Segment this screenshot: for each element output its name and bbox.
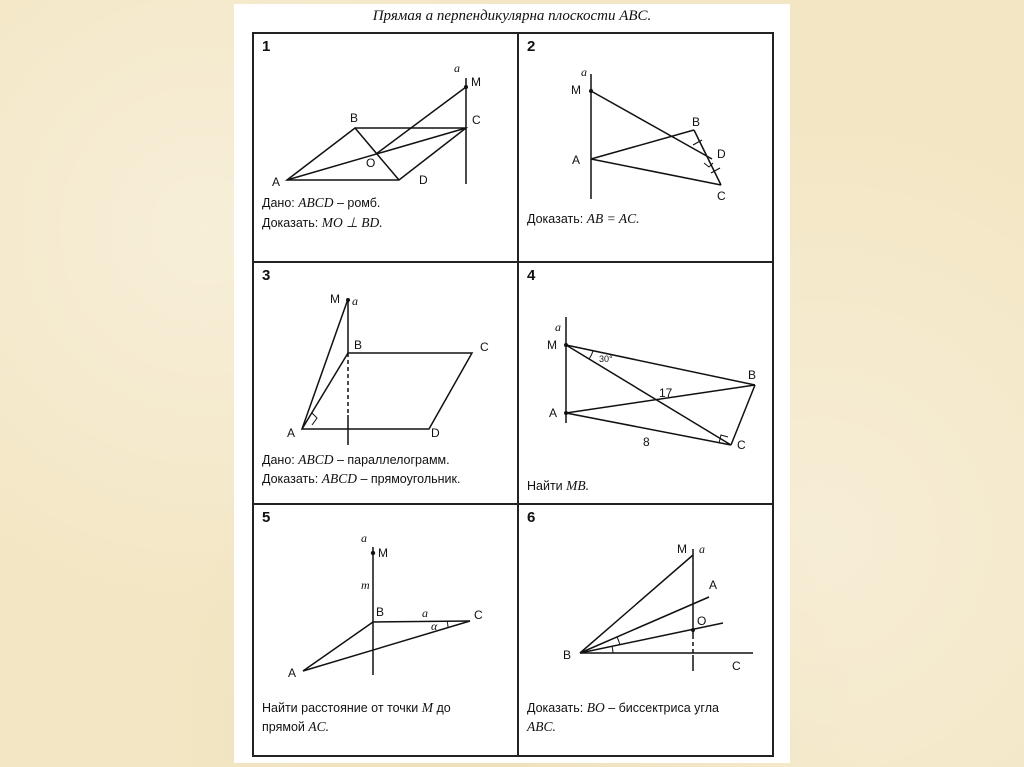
point-M xyxy=(564,343,568,347)
label-D: D xyxy=(419,173,428,187)
point-M xyxy=(464,85,468,89)
point-M xyxy=(346,298,350,302)
label-C: C xyxy=(737,438,746,452)
segment-AB xyxy=(591,130,694,159)
figure-4 xyxy=(519,263,774,503)
problem-4 xyxy=(519,263,774,503)
segment-AB xyxy=(303,622,373,671)
label-m: m xyxy=(361,578,370,592)
segment-AC xyxy=(303,621,470,671)
label-a: a xyxy=(361,531,367,545)
label-M: M xyxy=(571,83,581,97)
problem-number: 2 xyxy=(527,38,536,55)
label-C: C xyxy=(474,608,483,622)
problem-number: 4 xyxy=(527,267,536,284)
label-B: B xyxy=(354,338,363,352)
label-length-MC: 17 xyxy=(659,386,673,400)
worksheet-page xyxy=(234,4,790,763)
label-a: a xyxy=(352,294,358,308)
problem-number: 3 xyxy=(262,267,271,284)
problem-number: 1 xyxy=(262,38,271,55)
segment-BM xyxy=(580,555,693,653)
label-C: C xyxy=(480,340,489,354)
problem-1 xyxy=(254,34,517,261)
segment-MC xyxy=(566,345,731,445)
label-B: B xyxy=(692,115,701,129)
label-A: A xyxy=(572,153,581,167)
problem-5 xyxy=(254,505,517,757)
label-length-AC: 8 xyxy=(643,435,650,449)
problem-prove: Доказать: BO – биссектриса угла xyxy=(527,700,719,715)
problem-prove: Доказать: AB = AC. xyxy=(527,211,640,226)
problem-prove: Доказать: ABCD – прямоугольник. xyxy=(262,471,461,486)
label-a: a xyxy=(581,65,587,79)
segment-AC xyxy=(591,159,721,185)
label-A: A xyxy=(709,578,718,592)
label-a: a xyxy=(454,61,460,75)
label-M: M xyxy=(547,338,557,352)
label-M: M xyxy=(471,75,481,89)
label-a: a xyxy=(555,320,561,334)
label-D: D xyxy=(431,426,440,440)
label-M: M xyxy=(330,292,340,306)
point-M xyxy=(371,551,375,555)
label-C: C xyxy=(472,113,481,127)
problem-prove-cont: ABC. xyxy=(527,719,556,734)
label-B: B xyxy=(350,111,359,125)
problem-find: Найти MB. xyxy=(527,478,590,493)
label-A: A xyxy=(287,426,296,440)
label-alpha: α xyxy=(431,619,438,633)
label-M: M xyxy=(677,542,687,556)
label-segment-a: a xyxy=(422,606,428,620)
problem-find-cont: прямой AC. xyxy=(262,719,329,734)
figure-6 xyxy=(519,505,774,757)
problem-2 xyxy=(519,34,774,261)
label-M: M xyxy=(378,546,388,560)
label-A: A xyxy=(288,666,297,680)
label-C: C xyxy=(732,659,741,673)
angle-arc-2 xyxy=(612,646,613,653)
problem-number: 6 xyxy=(527,509,536,526)
label-D: D xyxy=(717,147,726,161)
problem-3 xyxy=(254,263,517,503)
segment-MB xyxy=(566,345,755,385)
angle-arc xyxy=(589,351,593,359)
point-A xyxy=(564,411,568,415)
problem-grid xyxy=(252,32,774,757)
segment-MO xyxy=(376,87,466,154)
ray-BA xyxy=(580,597,709,653)
angle-arc-1 xyxy=(617,637,620,645)
point-M xyxy=(589,89,593,93)
label-a: a xyxy=(699,542,705,556)
parallelogram-ABCD xyxy=(302,353,472,429)
label-O: O xyxy=(366,156,376,170)
point-O xyxy=(691,628,695,632)
label-C: C xyxy=(717,189,726,203)
segment-BC xyxy=(373,621,470,622)
problem-number: 5 xyxy=(262,509,271,526)
label-B: B xyxy=(748,368,757,382)
label-A: A xyxy=(272,175,281,189)
label-B: B xyxy=(376,605,385,619)
label-O: O xyxy=(697,614,707,628)
problem-prove: Доказать: MO ⊥ BD. xyxy=(262,215,383,230)
problem-find: Найти расстояние от точки M до xyxy=(262,700,451,715)
problem-6 xyxy=(519,505,774,757)
segment-BC xyxy=(731,385,755,445)
label-B: B xyxy=(563,648,572,662)
label-angle: 30° xyxy=(599,354,613,364)
problem-given: Дано: ABCD – ромб. xyxy=(262,195,381,210)
page-title: Прямая a перпендикулярна плоскости ABC. xyxy=(372,8,652,24)
problem-given: Дано: ABCD – параллелограмм. xyxy=(262,452,450,467)
label-A: A xyxy=(549,406,558,420)
right-angle-mark xyxy=(312,413,317,425)
